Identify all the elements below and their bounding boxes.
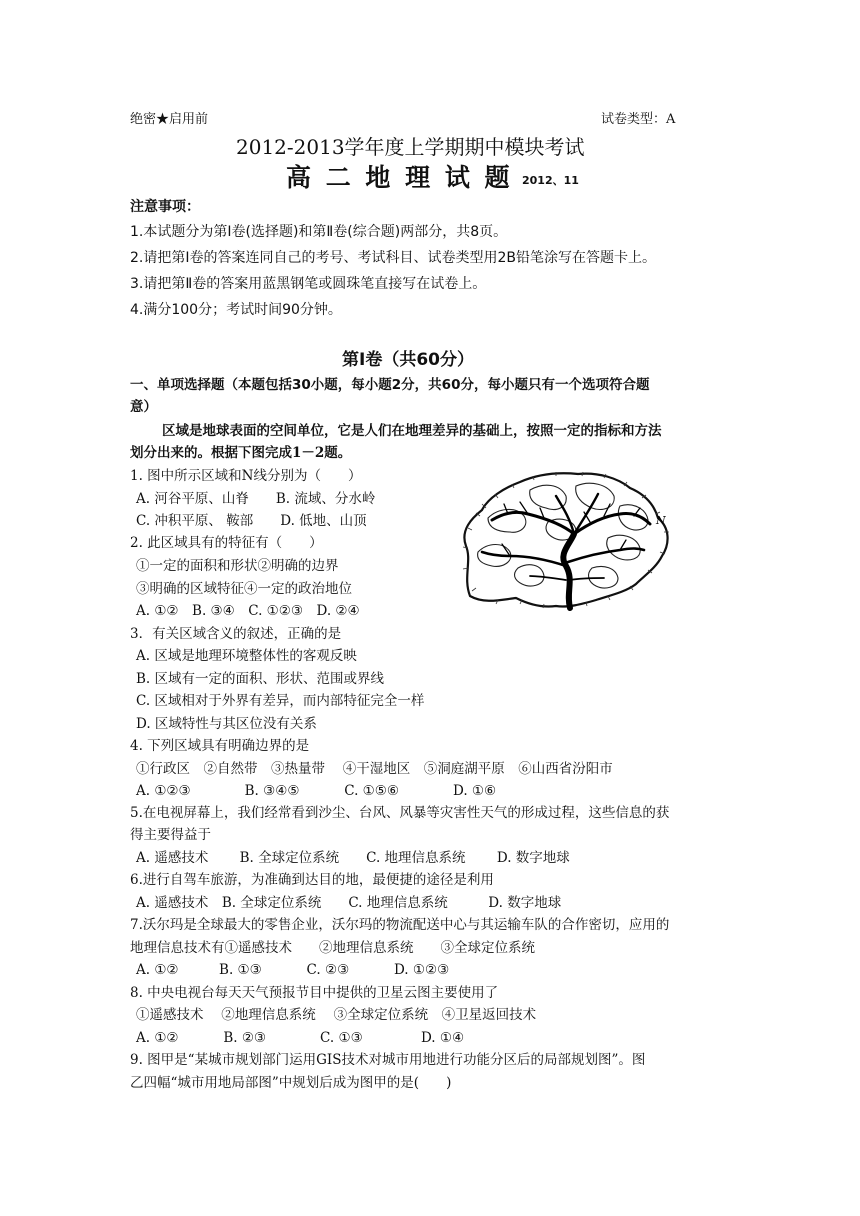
question-3-stem: 3．有关区域含义的叙述，正确的是 [130,626,342,642]
question-7-options: A. ①② B. ①③ C. ②③ D. ①②③ [136,962,450,978]
question-1-options-cd: C. 冲积平原、 鞍部 D. 低地、山顶 [136,513,367,529]
question-5-stem-cont: 得主要得益于 [130,827,211,843]
question-8-stem: 8. 中央电视台每天天气预报节目中提供的卫星云图主要使用了 [130,985,499,1001]
question-2-features-2: ③明确的区域特征④一定的政治地位 [136,581,352,597]
question-2-features-1: ①一定的面积和形状②明确的边界 [136,558,339,574]
notice-heading: 注意事项： [130,199,200,215]
subject-title: 高 二 地 理 试 题 [286,163,513,192]
question-4-stem: 4. 下列区域具有明确边界的是 [130,738,310,754]
question-5-stem: 5.在电视屏幕上，我们经常看到沙尘、台风、风暴等灾害性天气的形成过程，这些信息的获 [130,805,670,821]
section-instruction-cont: 意） [130,399,157,415]
question-1-stem: 1. 图中所示区域和N线分别为（ ） [130,468,362,484]
river-basin-map [458,468,690,618]
question-3-option-a: A. 区域是地理环境整体性的客观反映 [136,648,357,664]
question-1-options-ab: A. 河谷平原、山脊 B. 流域、分水岭 [136,491,376,507]
exam-title: 2012-2013学年度上学期期中模块考试 [236,135,585,159]
n-line-label: N [656,514,666,527]
exam-date: 2012、11 [522,174,579,187]
question-3-option-d: D. 区域特性与其区位没有关系 [136,716,317,732]
question-9-stem: 9. 图甲是“某城市规划部门运用GIS技术对城市用地进行功能分区后的局部规划图”。图 [130,1052,646,1068]
question-9-stem-cont: 乙四幅“城市用地局部图”中规划后成为图甲的是( ) [130,1075,452,1091]
question-4-options: A. ①②③ B. ③④⑤ C. ①⑤⑥ D. ①⑥ [136,783,497,799]
question-8-options: A. ①② B. ②③ C. ①③ D. ①④ [136,1030,465,1046]
question-3-option-c: C. 区域相对于外界有差异，而内部特征完全一样 [136,693,425,709]
passage-intro-cont: 划分出来的。根据下图完成1－2题。 [130,445,352,461]
security-label: 绝密★启用前 [130,112,209,127]
question-4-items: ①行政区 ②自然带 ③热量带 ④干湿地区 ⑤洞庭湖平原 ⑥山西省汾阳市 [136,761,613,777]
question-2-stem: 2. 此区域具有的特征有（ ） [130,535,323,551]
question-7-stem-cont: 地理信息技术有①遥感技术 ②地理信息系统 ③全球定位系统 [130,940,535,956]
question-8-items: ①遥感技术 ②地理信息系统 ③全球定位系统 ④卫星返回技术 [136,1007,537,1023]
passage-intro: 区域是地球表面的空间单位，它是人们在地理差异的基础上，按照一定的指标和方法 [162,423,662,439]
question-6-stem: 6.进行自驾车旅游，为准确到达目的地，最便捷的途径是利用 [130,872,494,888]
notice-item: 1.本试题分为第Ⅰ卷(选择题)和第Ⅱ卷(综合题)两部分，共8页。 [130,224,508,240]
notice-item: 2.请把第Ⅰ卷的答案连同自己的考号、考试科目、试卷类型用2B铅笔涂写在答题卡上。 [130,250,656,266]
question-7-stem: 7.沃尔玛是全球最大的零售企业，沃尔玛的物流配送中心与其运输车队的合作密切，应用的 [130,917,670,933]
section-instruction: 一、单项选择题（本题包括30小题，每小题2分，共60分，每小题只有一个选项符合题 [130,377,650,393]
paper-type-label: 试卷类型：A [601,112,676,127]
question-6-options: A. 遥感技术 B. 全球定位系统 C. 地理信息系统 D. 数字地球 [136,895,562,911]
question-2-options: A. ①② B. ③④ C. ①②③ D. ②④ [136,603,360,619]
notice-item: 3.请把第Ⅱ卷的答案用蓝黑钢笔或圆珠笔直接写在试卷上。 [130,276,487,292]
section-title: 第Ⅰ卷（共60分） [342,350,474,370]
notice-item: 4.满分100分；考试时间90分钟。 [130,302,342,318]
question-5-options: A. 遥感技术 B. 全球定位系统 C. 地理信息系统 D. 数字地球 [136,850,570,866]
contour-lobes [478,483,648,588]
question-3-option-b: B. 区域有一定的面积、形状、范围或界线 [136,671,385,687]
